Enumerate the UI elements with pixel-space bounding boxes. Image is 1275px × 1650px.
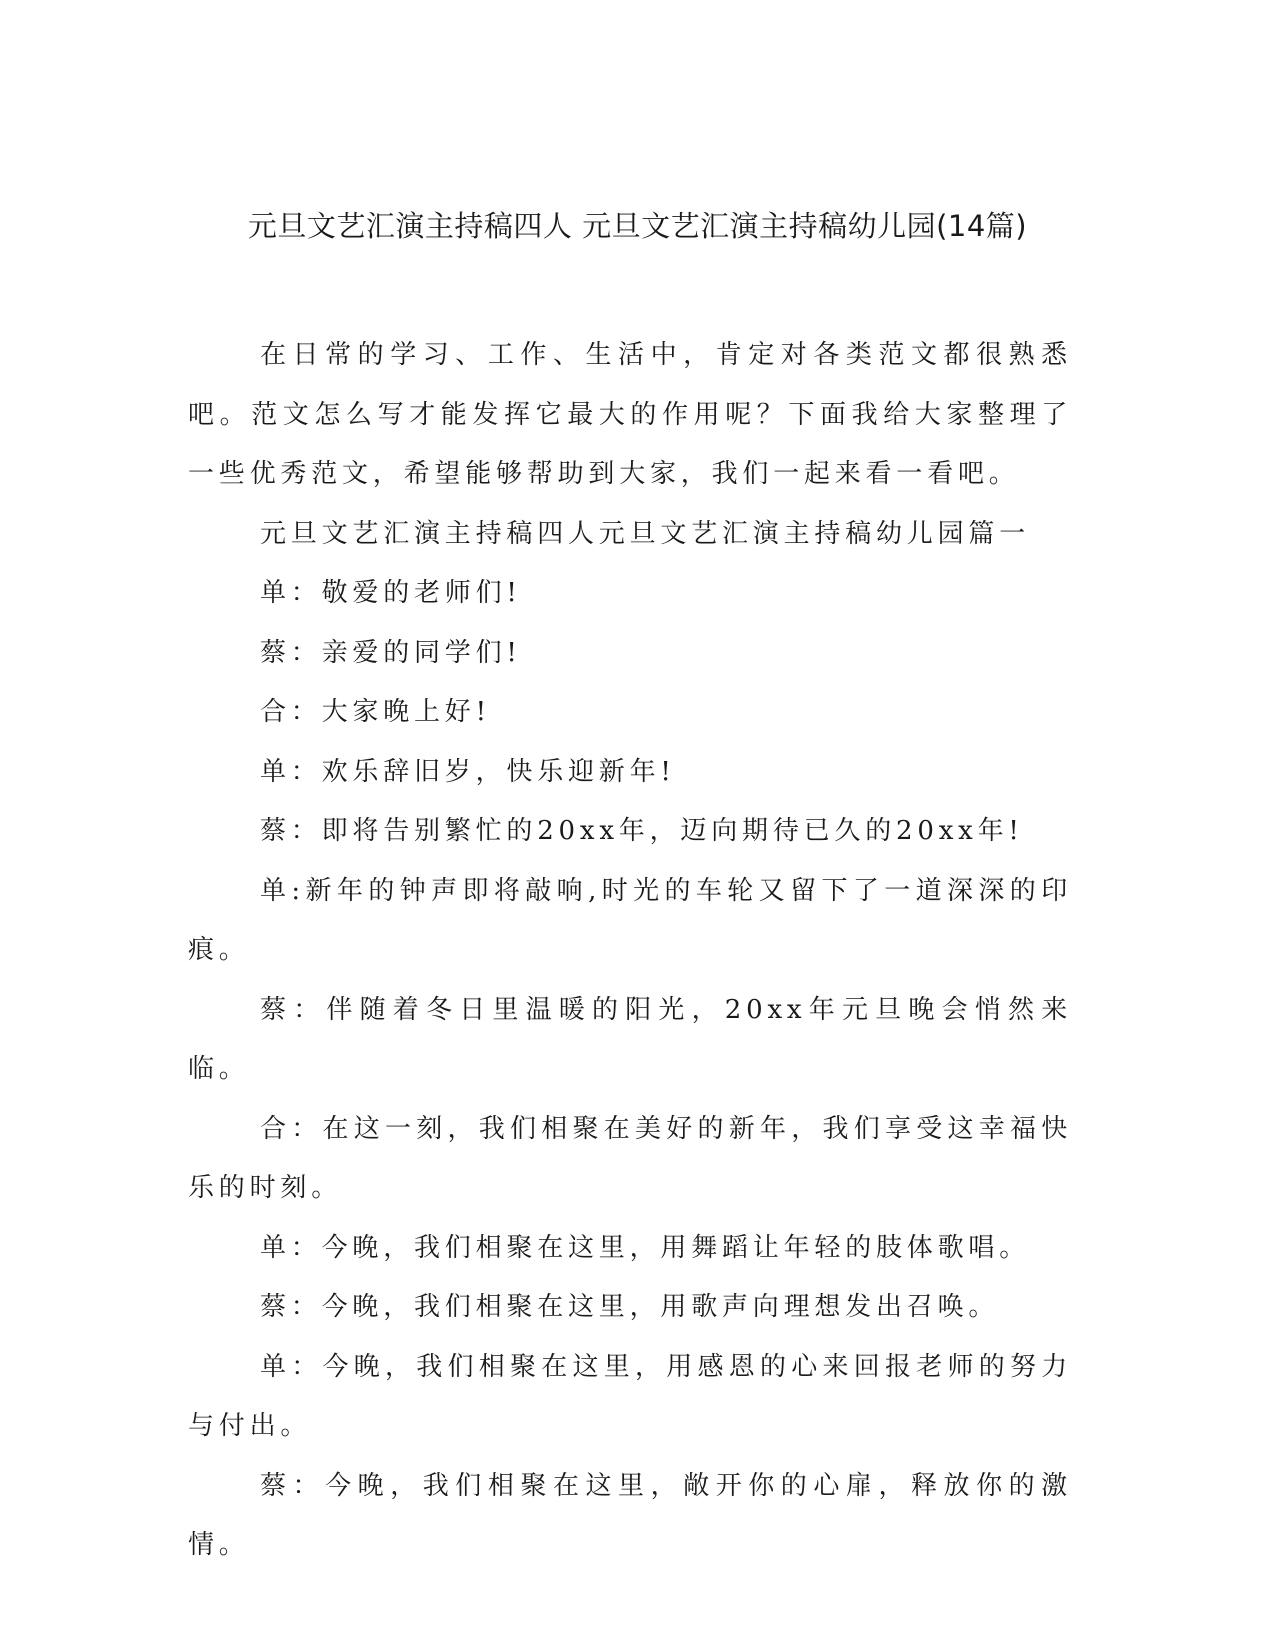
script-line: 合：在这一刻，我们相聚在美好的新年，我们享受这幸福快乐的时刻。 (188, 1113, 1072, 1203)
script-line: 单：今晚，我们相聚在这里，用感恩的心来回报老师的努力与付出。 (188, 1351, 1072, 1441)
script-line: 单：欢乐辞旧岁，快乐迎新年! (260, 756, 676, 787)
script-line: 蔡：即将告别繁忙的20xx年，迈向期待已久的20xx年! (260, 816, 1024, 846)
script-line: 单：敬爱的老师们! (260, 578, 522, 608)
section-heading: 元旦文艺汇演主持稿四人元旦文艺汇演主持稿幼儿园篇一 (260, 518, 1031, 549)
script-line: 蔡：今晚，我们相聚在这里，用歌声向理想发出召唤。 (260, 1292, 1000, 1322)
script-line: 蔡：今晚，我们相聚在这里，敞开你的心扉，释放你的激情。 (188, 1470, 1072, 1560)
script-line: 蔡：亲爱的同学们! (260, 637, 522, 668)
script-line: 单：今晚，我们相聚在这里，用舞蹈让年轻的肢体歌唱。 (260, 1232, 1031, 1263)
document-title: 元旦文艺汇演主持稿四人 元旦文艺汇演主持稿幼儿园(14篇) (247, 209, 1028, 243)
document-body (188, 326, 1072, 1576)
script-line: 合：大家晚上好! (260, 697, 491, 727)
intro-paragraph: 在日常的学习、工作、生活中，肯定对各类范文都很熟悉吧。范文怎么写才能发挥它最大的作用呢？下面我给大家整理了一些优秀范文，希望能够帮助到大家，我们一起来看一看吧。 (188, 340, 1072, 489)
script-line: 蔡：伴随着冬日里温暖的阳光，20xx年元旦晚会悄然来临。 (188, 994, 1072, 1084)
script-line: 单:新年的钟声即将敲响,时光的车轮又留下了一道深深的印痕。 (188, 875, 1072, 965)
